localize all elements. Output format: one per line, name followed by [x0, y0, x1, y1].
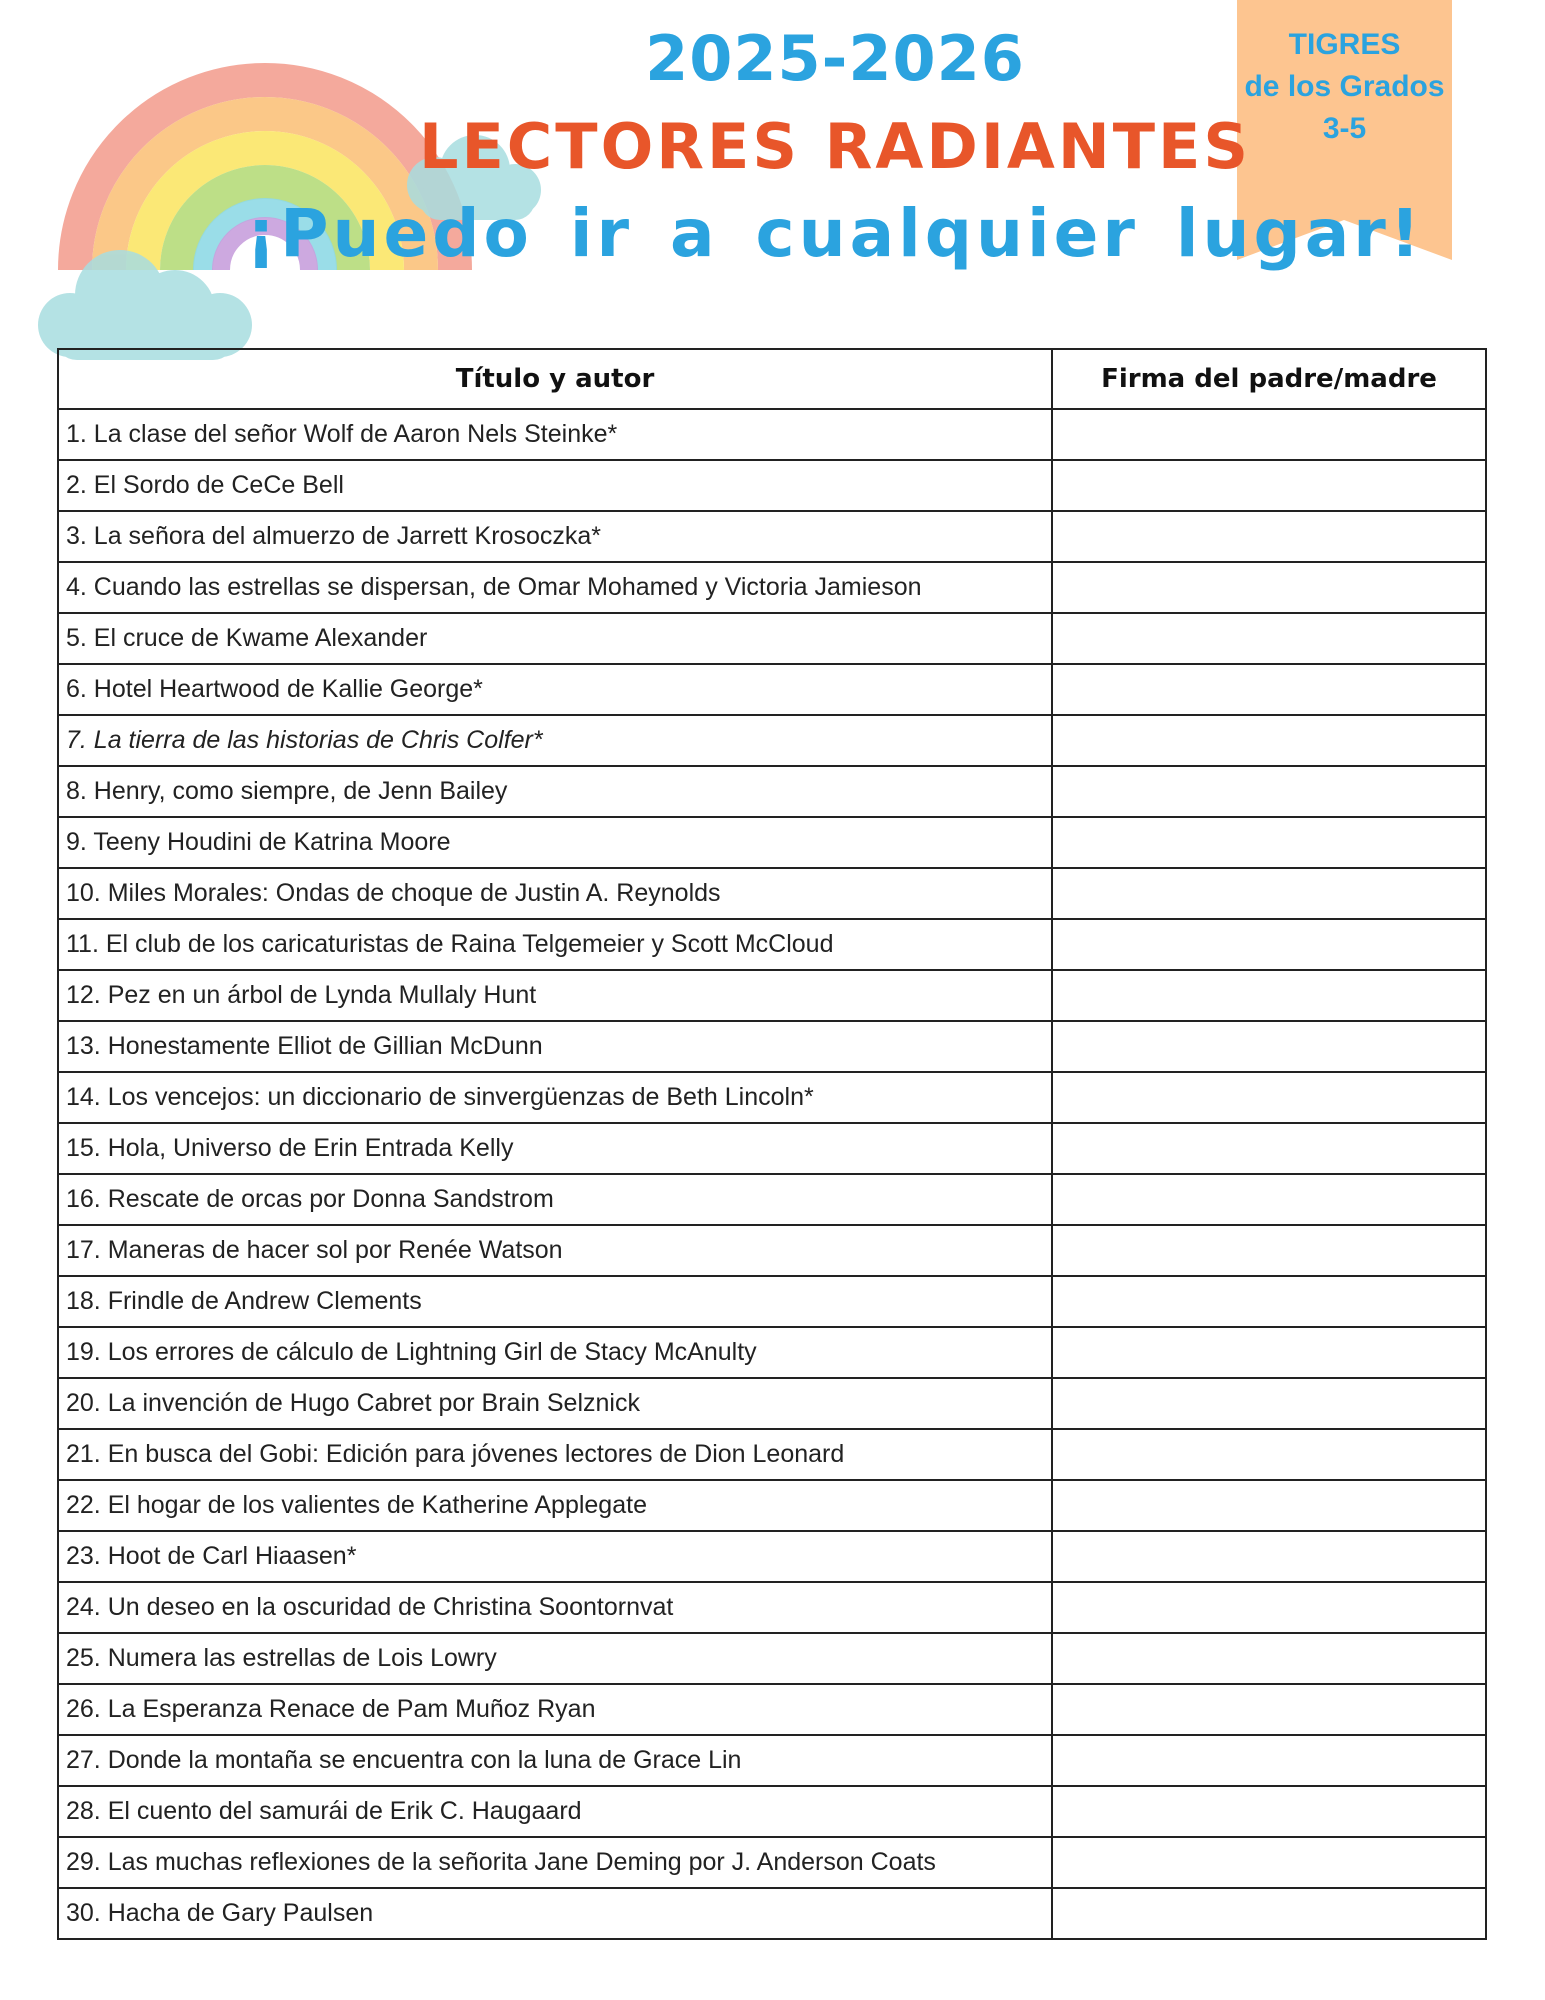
parent-signature-cell[interactable]	[1052, 1429, 1486, 1480]
table-row	[58, 1531, 1486, 1582]
book-title-author: 3. La señora del almuerzo de Jarrett Krosoczka*	[58, 511, 1052, 562]
book-title-author: 26. La Esperanza Renace de Pam Muñoz Ryan	[58, 1684, 1052, 1735]
table-row	[58, 1021, 1486, 1072]
book-title-author: 25. Numera las estrellas de Lois Lowry	[58, 1633, 1052, 1684]
book-title-author: 18. Frindle de Andrew Clements	[58, 1276, 1052, 1327]
book-title-author: 28. El cuento del samurái de Erik C. Haugaard	[58, 1786, 1052, 1837]
parent-signature-cell[interactable]	[1052, 970, 1486, 1021]
book-title-author: 8. Henry, como siempre, de Jenn Bailey	[58, 766, 1052, 817]
book-title-author: 30. Hacha de Gary Paulsen	[58, 1888, 1052, 1939]
table-row	[58, 919, 1486, 970]
table-row	[58, 1786, 1486, 1837]
book-title-author: 2. El Sordo de CeCe Bell	[58, 460, 1052, 511]
parent-signature-cell[interactable]	[1052, 1174, 1486, 1225]
table-row	[58, 1888, 1486, 1939]
book-title-author: 24. Un deseo en la oscuridad de Christina Soontornvat	[58, 1582, 1052, 1633]
parent-signature-cell[interactable]	[1052, 766, 1486, 817]
table-row	[58, 1582, 1486, 1633]
book-title-author: 21. En busca del Gobi: Edición para jóvenes lectores de Dion Leonard	[58, 1429, 1052, 1480]
banner-grade-range: 3-5	[1322, 112, 1367, 145]
table-row	[58, 1123, 1486, 1174]
table-row	[58, 817, 1486, 868]
column-header-parent-signature: Firma del padre/madre	[1052, 349, 1486, 409]
book-title-author: 5. El cruce de Kwame Alexander	[58, 613, 1052, 664]
slogan-title: ¡Puedo ir a cualquier lugar!	[246, 195, 1424, 272]
table-row	[58, 460, 1486, 511]
table-row	[58, 1072, 1486, 1123]
parent-signature-cell[interactable]	[1052, 511, 1486, 562]
table-row	[58, 715, 1486, 766]
parent-signature-cell[interactable]	[1052, 1327, 1486, 1378]
parent-signature-cell[interactable]	[1052, 1786, 1486, 1837]
parent-signature-cell[interactable]	[1052, 1123, 1486, 1174]
book-title-author: 17. Maneras de hacer sol por Renée Watson	[58, 1225, 1052, 1276]
parent-signature-cell[interactable]	[1052, 1684, 1486, 1735]
book-title-author: 11. El club de los caricaturistas de Raina Telgemeier y Scott McCloud	[58, 919, 1052, 970]
program-title: LECTORES RADIANTES	[418, 110, 1252, 183]
table-row	[58, 562, 1486, 613]
table-row	[58, 1276, 1486, 1327]
book-title-author: 19. Los errores de cálculo de Lightning Girl de Stacy McAnulty	[58, 1327, 1052, 1378]
table-row	[58, 868, 1486, 919]
book-title-author: 1. La clase del señor Wolf de Aaron Nels Steinke*	[58, 409, 1052, 460]
parent-signature-cell[interactable]	[1052, 1072, 1486, 1123]
table-row	[58, 766, 1486, 817]
parent-signature-cell[interactable]	[1052, 1531, 1486, 1582]
table-row	[58, 1837, 1486, 1888]
book-title-author: 20. La invención de Hugo Cabret por Brain Selznick	[58, 1378, 1052, 1429]
book-title-author: 10. Miles Morales: Ondas de choque de Justin A. Reynolds	[58, 868, 1052, 919]
parent-signature-cell[interactable]	[1052, 1480, 1486, 1531]
reading-log-table	[57, 348, 1487, 1940]
parent-signature-cell[interactable]	[1052, 817, 1486, 868]
table-row	[58, 1174, 1486, 1225]
table-row	[58, 511, 1486, 562]
parent-signature-cell[interactable]	[1052, 1021, 1486, 1072]
parent-signature-cell[interactable]	[1052, 1378, 1486, 1429]
parent-signature-cell[interactable]	[1052, 1888, 1486, 1939]
book-title-author: 23. Hoot de Carl Hiaasen*	[58, 1531, 1052, 1582]
parent-signature-cell[interactable]	[1052, 868, 1486, 919]
book-title-author: 22. El hogar de los valientes de Katherine Applegate	[58, 1480, 1052, 1531]
book-title-author: 14. Los vencejos: un diccionario de sinvergüenzas de Beth Lincoln*	[58, 1072, 1052, 1123]
parent-signature-cell[interactable]	[1052, 1225, 1486, 1276]
book-title-author: 9. Teeny Houdini de Katrina Moore	[58, 817, 1052, 868]
book-title-author: 27. Donde la montaña se encuentra con la luna de Grace Lin	[58, 1735, 1052, 1786]
book-title-author: 13. Honestamente Elliot de Gillian McDunn	[58, 1021, 1052, 1072]
table-row	[58, 1225, 1486, 1276]
book-title-author: 15. Hola, Universo de Erin Entrada Kelly	[58, 1123, 1052, 1174]
banner-grade-label: de los Grados	[1244, 70, 1445, 103]
parent-signature-cell[interactable]	[1052, 1633, 1486, 1684]
book-title-author: 4. Cuando las estrellas se dispersan, de Omar Mohamed y Victoria Jamieson	[58, 562, 1052, 613]
table-row	[58, 1735, 1486, 1786]
parent-signature-cell[interactable]	[1052, 1837, 1486, 1888]
table-row	[58, 409, 1486, 460]
table-header-row	[58, 349, 1486, 409]
parent-signature-cell[interactable]	[1052, 1276, 1486, 1327]
table-row	[58, 1378, 1486, 1429]
parent-signature-cell[interactable]	[1052, 460, 1486, 511]
table-row	[58, 613, 1486, 664]
book-title-author: 7. La tierra de las historias de Chris Colfer*	[58, 715, 1052, 766]
parent-signature-cell[interactable]	[1052, 1735, 1486, 1786]
book-title-author: 16. Rescate de orcas por Donna Sandstrom	[58, 1174, 1052, 1225]
parent-signature-cell[interactable]	[1052, 613, 1486, 664]
table-row	[58, 664, 1486, 715]
parent-signature-cell[interactable]	[1052, 664, 1486, 715]
column-header-title-author: Título y autor	[58, 349, 1052, 409]
parent-signature-cell[interactable]	[1052, 919, 1486, 970]
table-row	[58, 1327, 1486, 1378]
table-row	[58, 970, 1486, 1021]
parent-signature-cell[interactable]	[1052, 715, 1486, 766]
table-row	[58, 1633, 1486, 1684]
table-row	[58, 1480, 1486, 1531]
school-year-title: 2025-2026	[645, 22, 1025, 95]
book-title-author: 29. Las muchas reflexiones de la señorita Jane Deming por J. Anderson Coats	[58, 1837, 1052, 1888]
book-title-author: 6. Hotel Heartwood de Kallie George*	[58, 664, 1052, 715]
table-row	[58, 1429, 1486, 1480]
table-row	[58, 1684, 1486, 1735]
parent-signature-cell[interactable]	[1052, 1582, 1486, 1633]
book-title-author: 12. Pez en un árbol de Lynda Mullaly Hunt	[58, 970, 1052, 1021]
parent-signature-cell[interactable]	[1052, 562, 1486, 613]
parent-signature-cell[interactable]	[1052, 409, 1486, 460]
banner-team-name: TIGRES	[1288, 28, 1401, 61]
